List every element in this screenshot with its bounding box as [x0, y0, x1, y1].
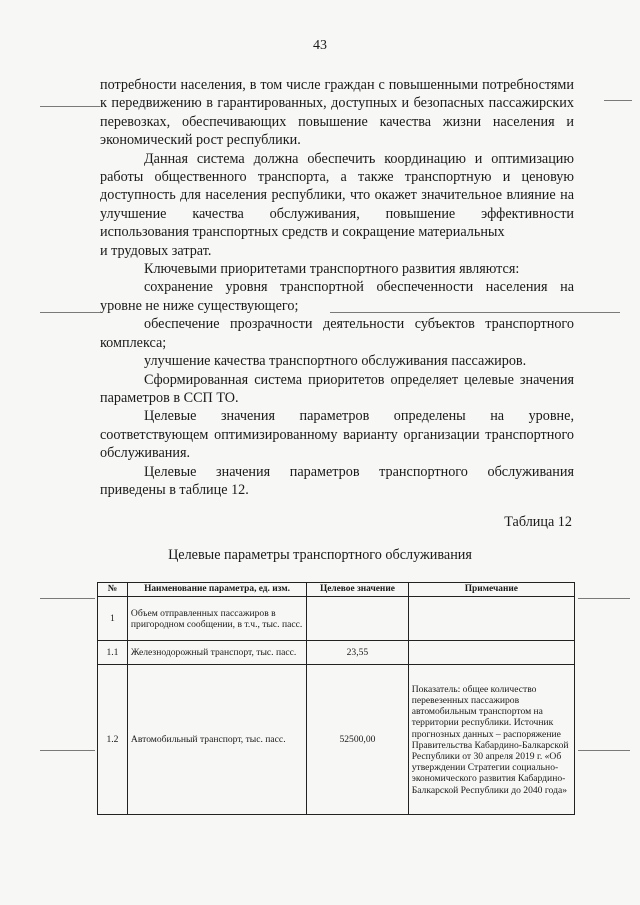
paragraph: сохранение уровня транспортной обеспеченности населения на уровне не ниже существующего; [100, 279, 574, 314]
scan-artifact-line [40, 750, 95, 751]
header-parameter-name: Наименование параметра, ед. изм. [127, 583, 306, 597]
page-number: 43 [313, 38, 327, 53]
scan-artifact-line [40, 598, 95, 599]
table-header-row [98, 583, 575, 597]
row-number: 1.1 [98, 641, 128, 665]
row-target-value: 23,55 [307, 641, 409, 665]
paragraph: Ключевыми приоритетами транспортного развития являются: [144, 261, 520, 278]
paragraph: Сформированная система приоритетов определяет целевые значения параметров в ССП ТО. [100, 371, 574, 406]
header-target-value: Целевое значение [307, 583, 409, 597]
row-parameter-name: Объем отправленных пассажиров в пригородном сообщении, в т.ч., тыс. пасс. [127, 597, 306, 641]
table-label: Таблица 12 [504, 514, 572, 530]
table-row [98, 597, 575, 641]
paragraph: Данная система должна обеспечить координацию и оптимизацию работы общественного транспорта, а также транспортную и ценовую доступность для населения республики, что окажет значительное влияние на улучшение качества обслуживания, повышение эффективности использования транспортных средств и сокращение материальных [100, 150, 574, 241]
row-note [408, 597, 574, 641]
row-parameter-name: Железнодорожный транспорт, тыс. пасс. [127, 641, 306, 665]
scan-artifact-line [604, 100, 632, 101]
paragraph: потребности населения, в том числе граждан с повышенными потребностями к передвижению в гарантированных, доступных и безопасных пассажирских перевозках, обеспечивающих повышение качества жизни населения и экономический рост республики. [100, 77, 574, 149]
parameters-table [97, 582, 575, 815]
row-number: 1.2 [98, 665, 128, 815]
row-parameter-name: Автомобильный транспорт, тыс. пасс. [127, 665, 306, 815]
body-text [100, 76, 574, 499]
row-note [408, 641, 574, 665]
paragraph: и трудовых затрат. [100, 242, 212, 259]
table-title: Целевые параметры транспортного обслуживания [168, 547, 472, 563]
scan-artifact-line [330, 312, 620, 313]
row-target-value [307, 597, 409, 641]
scan-artifact-line [578, 598, 630, 599]
paragraph: Целевые значения параметров транспортного обслуживания приведены в таблице 12. [100, 463, 574, 498]
row-target-value: 52500,00 [307, 665, 409, 815]
row-note: Показатель: общее количество перевезенных пассажиров автомобильным транспортом на территории республики. Источник прогнозных данных – распоряжение Правительства Кабардино-Балкарской Республики от 30 апреля 2019 г. «Об утверждении Стратегии социально-экономического развития Кабардино-Балкарской Республики до 2040 года» [408, 665, 574, 815]
scan-artifact-line [40, 106, 100, 107]
header-note: Примечание [408, 583, 574, 597]
scan-artifact-line [578, 750, 630, 751]
scan-artifact-line [40, 312, 100, 313]
row-number: 1 [98, 597, 128, 641]
paragraph: Целевые значения параметров определены на уровне, соответствующем оптимизированному варианту организации транспортного обслуживания. [100, 408, 574, 462]
table-row [98, 641, 575, 665]
paragraph: обеспечение прозрачности деятельности субъектов транспортного комплекса; [100, 316, 574, 351]
table-row [98, 665, 575, 815]
header-number: № [98, 583, 128, 597]
paragraph: улучшение качества транспортного обслуживания пассажиров. [144, 353, 527, 370]
